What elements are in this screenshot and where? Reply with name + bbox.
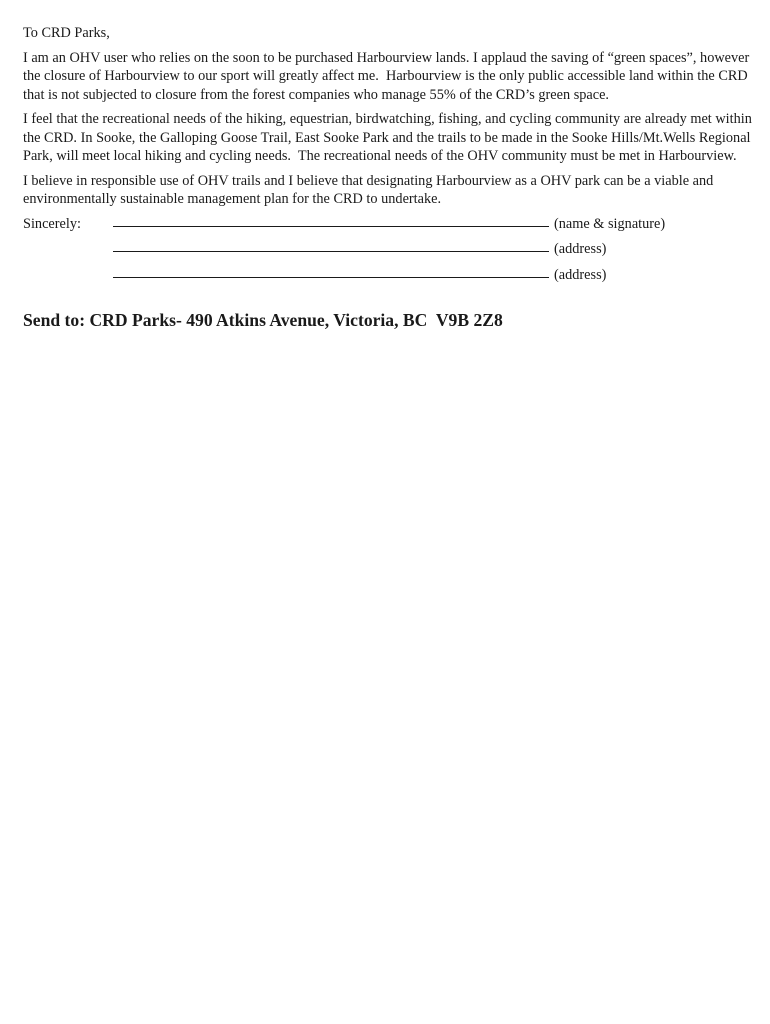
name-signature-caption: (name & signature) (554, 215, 666, 232)
address-caption-2: (address) (554, 266, 607, 283)
signature-row-address-1 (23, 240, 753, 266)
send-to-address: Send to: CRD Parks- 490 Atkins Avenue, Victoria, BC V9B 2Z8 (23, 310, 503, 330)
signature-row-name (23, 215, 753, 241)
signature-row-address-2 (23, 266, 753, 292)
address-line-2[interactable] (113, 265, 549, 278)
letter-page (23, 24, 753, 331)
paragraph-3: I believe in responsible use of OHV trails and I believe that designating Harbourview as a OHV park can be a viable and environmentally sustainable management plan for the CRD to undertake. (23, 172, 714, 207)
signature-block (23, 215, 753, 292)
paragraph-1: I am an OHV user who relies on the soon to be purchased Harbourview lands. I applaud the saving of “green spaces”, however the closure of Harbourview to our sport will greatly affect me. Harbourview is the only public accessible land within the CRD that is not subjected to closure from the forest companies who manage 55% of the CRD’s green space. (23, 49, 750, 103)
name-signature-line[interactable] (113, 214, 549, 227)
address-caption-1: (address) (554, 241, 607, 257)
paragraph-2: I feel that the recreational needs of the hiking, equestrian, birdwatching, fishing, and cycling community are already met within the CRD. In Sooke, the Galloping Goose Trail, East Sooke Park and the trails to be made in the Sooke Hills/Mt.Wells Regional Park, will meet local hiking and cycling needs. The recreational needs of the OHV community must be met in Harbourview. (23, 111, 752, 164)
closing-text: Sincerely: (23, 215, 81, 232)
address-line-1[interactable] (113, 239, 549, 252)
salutation: To CRD Parks, (23, 25, 110, 41)
